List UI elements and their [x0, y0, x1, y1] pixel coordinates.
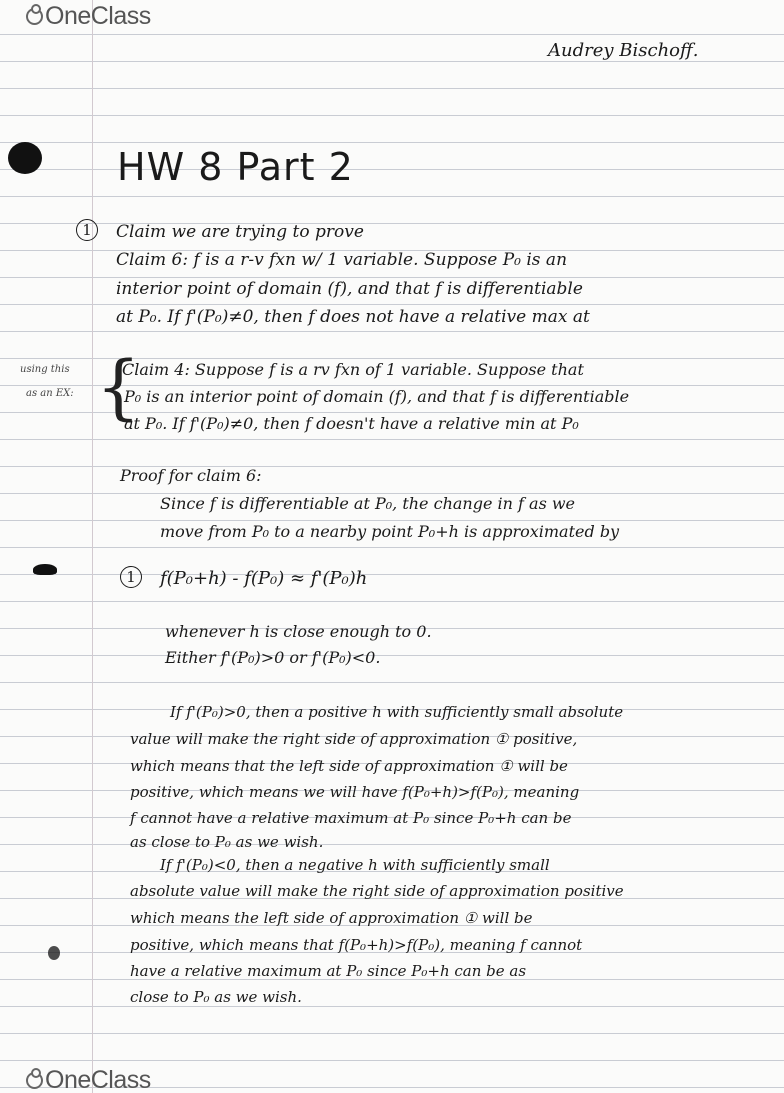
page-title: HW 8 Part 2: [117, 145, 354, 189]
oneclass-logo-icon: [26, 1072, 43, 1089]
claim-intro: Claim we are trying to prove: [116, 222, 364, 242]
problem-number-badge: 1: [76, 219, 98, 241]
proof-intro-line: Since f is differentiable at P₀, the change in f as we: [160, 494, 576, 513]
after-equation-line: Either f'(P₀)>0 or f'(P₀)<0.: [165, 648, 381, 667]
case2-line: If f'(P₀)<0, then a negative h with sufficiently small: [160, 856, 550, 874]
case1-line: value will make the right side of approximation ① positive,: [130, 730, 578, 748]
case1-line: positive, which means we will have f(P₀+h)>f(P₀), meaning: [130, 783, 580, 801]
oneclass-logo-icon: [26, 8, 43, 25]
claim4-line: at P₀. If f'(P₀)≠0, then f doesn't have a relative min at P₀: [124, 414, 579, 433]
punch-hole: [33, 564, 57, 575]
brand-name: OneClass: [45, 2, 151, 30]
claim6-line: Claim 6: f is a r-v fxn w/ 1 variable. Suppose P₀ is an: [116, 250, 568, 270]
claim4-line: Claim 4: Suppose f is a rv fxn of 1 variable. Suppose that: [122, 360, 584, 379]
case2-line: absolute value will make the right side of approximation positive: [130, 882, 624, 900]
author-name: Audrey Bischoff.: [548, 40, 699, 61]
equation-number-badge: 1: [120, 566, 142, 588]
punch-hole: [48, 946, 60, 960]
case2-line: have a relative maximum at P₀ since P₀+h can be as: [130, 962, 527, 980]
case2-line: close to P₀ as we wish.: [130, 988, 302, 1006]
margin-note-line: as an EX:: [26, 388, 74, 399]
claim6-line: at P₀. If f'(P₀)≠0, then f does not have a relative max at: [116, 307, 590, 327]
brand-name: OneClass: [45, 1066, 151, 1093]
case2-line: which means the left side of approximation ① will be: [130, 909, 533, 927]
case1-line: as close to P₀ as we wish.: [130, 833, 324, 851]
margin-line: [92, 0, 93, 1093]
case1-line: If f'(P₀)>0, then a positive h with sufficiently small absolute: [170, 703, 624, 721]
brand-watermark-top: [26, 2, 151, 31]
claim4-line: P₀ is an interior point of domain (f), and that f is differentiable: [124, 387, 630, 406]
case1-line: which means that the left side of approximation ① will be: [130, 757, 568, 775]
proof-intro-line: move from P₀ to a nearby point P₀+h is approximated by: [160, 522, 620, 541]
brace-icon: {: [96, 346, 141, 428]
margin-note-line: using this: [20, 364, 70, 375]
after-equation-line: whenever h is close enough to 0.: [165, 622, 432, 641]
approximation-equation: f(P₀+h) - f(P₀) ≈ f'(P₀)h: [160, 568, 368, 589]
proof-heading: Proof for claim 6:: [120, 466, 262, 485]
punch-hole: [8, 142, 42, 174]
claim6-line: interior point of domain (f), and that f is differentiable: [116, 279, 583, 299]
case1-line: f cannot have a relative maximum at P₀ since P₀+h can be: [130, 809, 572, 827]
case2-line: positive, which means that f(P₀+h)>f(P₀), meaning f cannot: [130, 936, 583, 954]
brand-watermark-bottom: [26, 1066, 151, 1093]
